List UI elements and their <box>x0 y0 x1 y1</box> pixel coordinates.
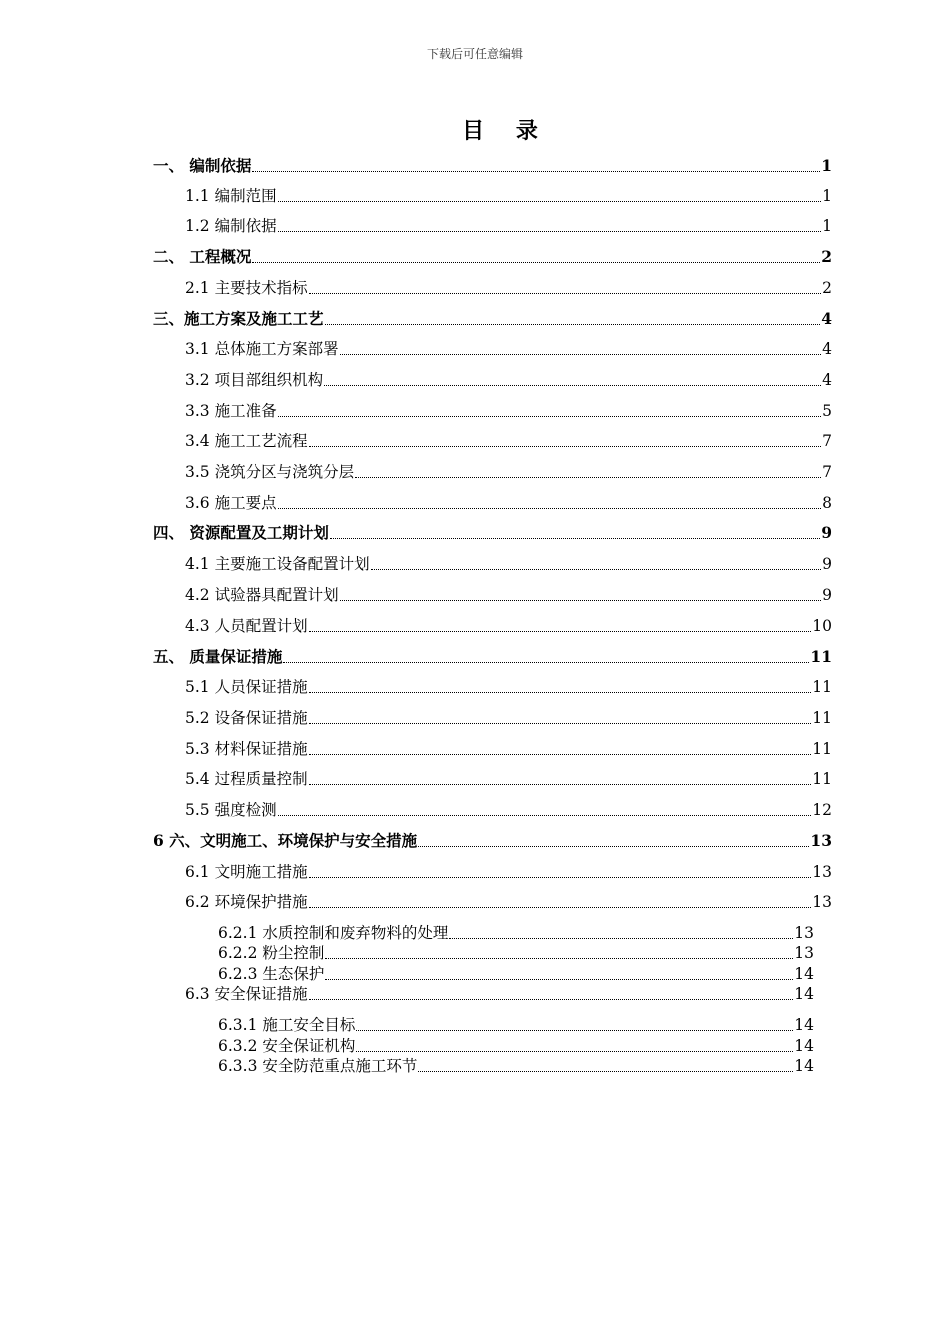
toc-page-number: 14 <box>794 965 814 983</box>
toc-entry[interactable] <box>218 1036 814 1056</box>
toc-page-number: 11 <box>810 647 832 666</box>
leader-dots <box>309 907 812 908</box>
toc-page-number: 4 <box>822 371 832 389</box>
toc-page-number: 12 <box>812 801 832 819</box>
toc-label: 6.3.3 安全防范重点施工环节 <box>218 1057 418 1075</box>
toc-label: 4.1 主要施工设备配置计划 <box>185 555 370 573</box>
toc-label: 5.3 材料保证措施 <box>185 740 308 758</box>
toc-page-number: 1 <box>821 156 832 175</box>
leader-dots <box>252 262 820 263</box>
leader-dots <box>278 201 822 202</box>
leader-dots <box>325 958 793 959</box>
toc-entry[interactable] <box>185 800 832 820</box>
toc-page-number: 11 <box>812 740 832 758</box>
toc-label: 3.5 浇筑分区与浇筑分层 <box>185 463 355 481</box>
toc-label: 3.6 施工要点 <box>185 494 277 512</box>
toc-label: 4.3 人员配置计划 <box>185 617 308 635</box>
toc-page-number: 4 <box>822 340 832 358</box>
leader-dots <box>340 600 822 601</box>
toc-entry[interactable] <box>218 964 814 984</box>
toc-page-number: 4 <box>821 309 832 328</box>
toc-label: 五、 质量保证措施 <box>153 647 283 666</box>
toc-entry[interactable] <box>185 708 832 728</box>
toc-entry[interactable] <box>185 278 832 298</box>
toc-label: 5.2 设备保证措施 <box>185 709 308 727</box>
toc-page-number: 11 <box>812 770 832 788</box>
toc-page-number: 9 <box>821 523 832 542</box>
toc-entry[interactable] <box>153 647 832 667</box>
toc-label: 5.1 人员保证措施 <box>185 678 308 696</box>
toc-entry[interactable] <box>185 401 832 421</box>
toc-label: 三、施工方案及施工工艺 <box>153 309 324 328</box>
leader-dots <box>418 1071 793 1072</box>
toc-label: 6.3 安全保证措施 <box>185 985 308 1003</box>
leader-dots <box>309 999 794 1000</box>
toc-label: 3.1 总体施工方案部署 <box>185 340 339 358</box>
leader-dots <box>309 692 812 693</box>
toc-label: 2.1 主要技术指标 <box>185 279 308 297</box>
toc-label: 1.1 编制范围 <box>185 187 277 205</box>
toc-page-number: 14 <box>794 1057 814 1075</box>
leader-dots <box>356 1030 793 1031</box>
toc-entry[interactable] <box>218 1015 814 1035</box>
toc-entry[interactable] <box>218 1056 814 1076</box>
toc-label: 6.3.1 施工安全目标 <box>218 1016 356 1034</box>
toc-label: 6.2.1 水质控制和废弃物料的处理 <box>218 924 449 942</box>
toc-label: 6.2.3 生态保护 <box>218 965 325 983</box>
toc-label: 6.2 环境保护措施 <box>185 893 308 911</box>
toc-label: 1.2 编制依据 <box>185 217 277 235</box>
leader-dots <box>252 171 820 172</box>
leader-dots <box>309 446 822 447</box>
toc-page-number: 14 <box>794 1016 814 1034</box>
leader-dots <box>449 938 793 939</box>
toc-entry[interactable] <box>185 370 832 390</box>
leader-dots <box>309 877 812 878</box>
toc-page-number: 11 <box>812 678 832 696</box>
leader-dots <box>330 538 820 539</box>
toc-entry[interactable] <box>185 493 832 513</box>
leader-dots <box>356 1051 793 1052</box>
toc-title: 目 录 <box>462 119 550 144</box>
toc-page-number: 9 <box>822 555 832 573</box>
toc-entry[interactable] <box>185 462 832 482</box>
toc-page-number: 1 <box>822 187 832 205</box>
toc-entry[interactable] <box>185 216 832 236</box>
toc-entry[interactable] <box>218 923 814 943</box>
toc-entry[interactable] <box>185 554 832 574</box>
toc-label: 6.1 文明施工措施 <box>185 863 308 881</box>
leader-dots <box>309 293 822 294</box>
toc-page-number: 13 <box>794 944 814 962</box>
toc-page-number: 7 <box>822 463 832 481</box>
leader-dots <box>340 354 822 355</box>
toc-page-number: 2 <box>822 279 832 297</box>
leader-dots <box>309 784 812 785</box>
toc-entry[interactable] <box>153 831 832 851</box>
toc-label: 6 六、文明施工、环境保护与安全措施 <box>153 831 418 850</box>
toc-page-number: 8 <box>822 494 832 512</box>
toc-page-number: 13 <box>812 893 832 911</box>
toc-entry[interactable] <box>153 309 832 329</box>
leader-dots <box>278 231 822 232</box>
toc-entry[interactable] <box>185 585 832 605</box>
toc-entry[interactable] <box>185 677 832 697</box>
toc-entry[interactable] <box>153 247 832 267</box>
leader-dots <box>325 979 793 980</box>
toc-label: 5.4 过程质量控制 <box>185 770 308 788</box>
leader-dots <box>278 508 822 509</box>
toc-label: 3.4 施工工艺流程 <box>185 432 308 450</box>
toc-label: 四、 资源配置及工期计划 <box>153 523 329 542</box>
toc-label: 4.2 试验器具配置计划 <box>185 586 339 604</box>
toc-entry[interactable] <box>185 862 832 882</box>
toc-page-number: 2 <box>821 247 832 266</box>
toc-entry[interactable] <box>185 431 832 451</box>
toc-label: 3.2 项目部组织机构 <box>185 371 324 389</box>
leader-dots <box>325 324 821 325</box>
toc-page-number: 9 <box>822 586 832 604</box>
toc-label: 3.3 施工准备 <box>185 402 277 420</box>
leader-dots <box>309 754 812 755</box>
toc-page-number: 5 <box>822 402 832 420</box>
leader-dots <box>355 477 821 478</box>
toc-label: 6.2.2 粉尘控制 <box>218 944 325 962</box>
toc-entry[interactable] <box>185 339 832 359</box>
toc-page-number: 14 <box>794 1037 814 1055</box>
leader-dots <box>278 815 812 816</box>
toc-entry[interactable] <box>185 739 832 759</box>
toc-entry[interactable] <box>153 523 832 543</box>
toc-label: 6.3.2 安全保证机构 <box>218 1037 356 1055</box>
toc-page-number: 7 <box>822 432 832 450</box>
toc-entry[interactable] <box>185 769 832 789</box>
toc-label: 5.5 强度检测 <box>185 801 277 819</box>
toc-page-number: 13 <box>810 831 832 850</box>
page-header: 下载后可任意编辑 <box>426 47 523 61</box>
leader-dots <box>371 569 822 570</box>
toc-page-number: 13 <box>812 863 832 881</box>
toc-entry[interactable] <box>218 943 814 963</box>
toc-page-number: 1 <box>822 217 832 235</box>
leader-dots <box>278 416 822 417</box>
leader-dots <box>418 846 809 847</box>
toc-label: 一、 编制依据 <box>153 156 252 175</box>
toc-entry[interactable] <box>185 984 814 1004</box>
leader-dots <box>309 723 812 724</box>
leader-dots <box>309 631 812 632</box>
toc-page-number: 10 <box>812 617 832 635</box>
toc-page-number: 14 <box>794 985 814 1003</box>
toc-page-number: 11 <box>812 709 832 727</box>
toc-entry[interactable] <box>185 892 832 912</box>
toc-entry[interactable] <box>185 186 832 206</box>
toc-entry[interactable] <box>185 616 832 636</box>
toc-label: 二、 工程概况 <box>153 247 252 266</box>
toc-entry[interactable] <box>153 156 832 176</box>
toc-page-number: 13 <box>794 924 814 942</box>
leader-dots <box>324 385 821 386</box>
leader-dots <box>283 662 809 663</box>
